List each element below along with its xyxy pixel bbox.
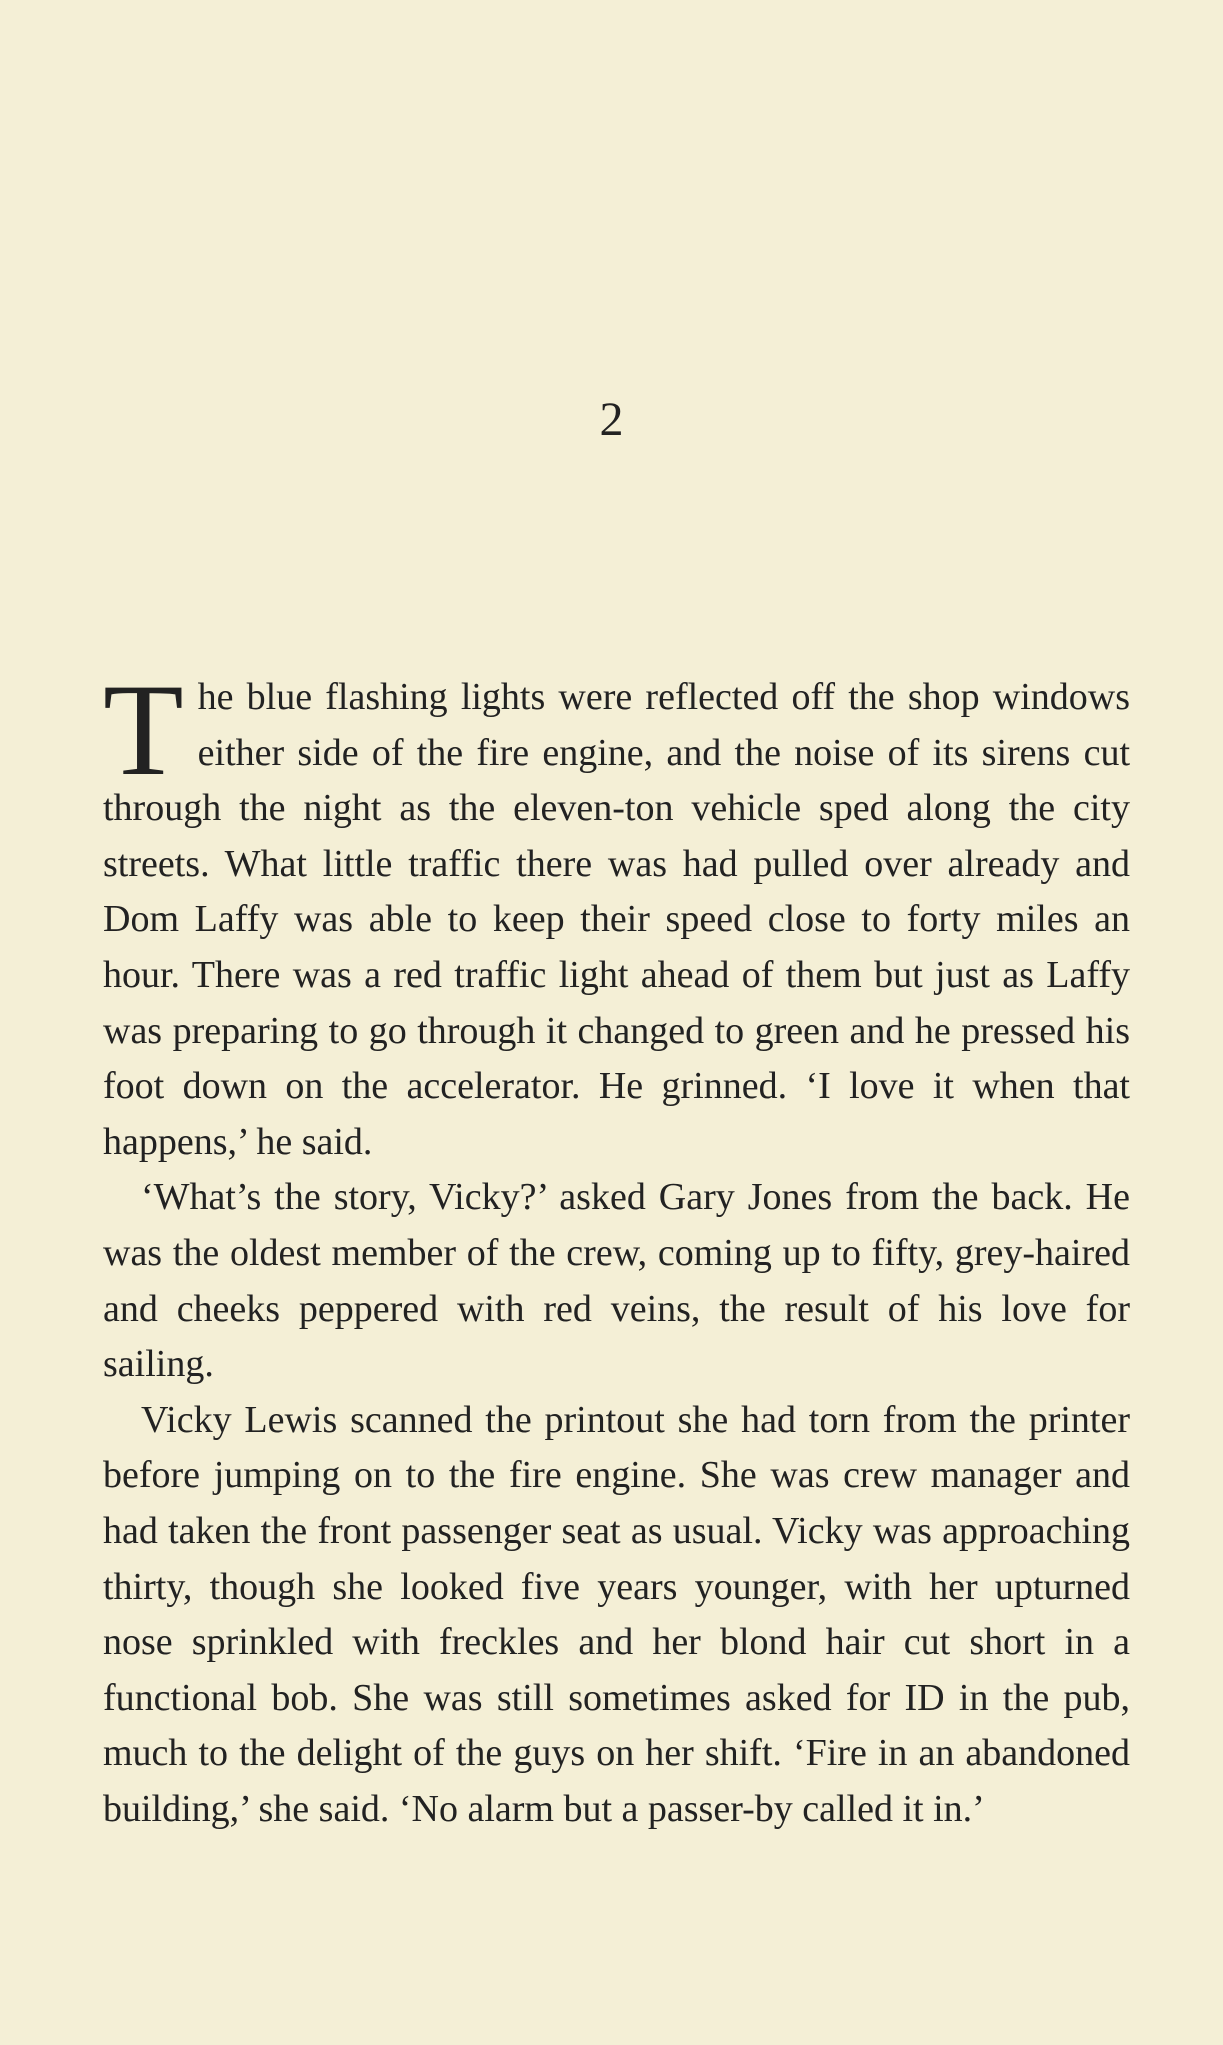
paragraph-3: Vicky Lewis scanned the printout she had torn from the printer before jumping on to the fire engine. She was crew manager and had taken the front passenger seat as usual. Vicky was approaching thirty, though she looked five years younger, with her upturned nose sprinkled with freckles and her blond hair cut short in a functional bob. She was still sometimes asked for ID in the pub, much to the delight of the guys on her shift. ‘Fire in an abandoned building,’ she said. ‘No alarm but a passer-by called it in.’ [103, 1398, 1130, 1830]
drop-cap-letter: T [103, 656, 184, 803]
paragraph-2: ‘What’s the story, Vicky?’ asked Gary Jones from the back. He was the oldest member of the crew, coming up to fifty, grey-haired and cheeks peppered with red veins, the result of his love for sailing. [103, 1176, 1130, 1386]
chapter-number: 2 [599, 393, 624, 446]
paragraph-1-text: he blue flashing lights were reflected off the shop windows either side of the fire engine, and the noise of its sirens cut through the night as the eleven-ton vehicle sped along the city streets. What little traffic there was had pulled over already and Dom Laffy was able to keep their speed close to forty miles an hour. There was a red traffic light ahead of them but just as Laffy was preparing to go through it changed to green and he pressed his foot down on the accelerator. He grinned. ‘I love it when that happens,’ he said. [103, 676, 1130, 1163]
paragraph-1 [103, 656, 1130, 1170]
chapter-body-text [103, 656, 1130, 1837]
